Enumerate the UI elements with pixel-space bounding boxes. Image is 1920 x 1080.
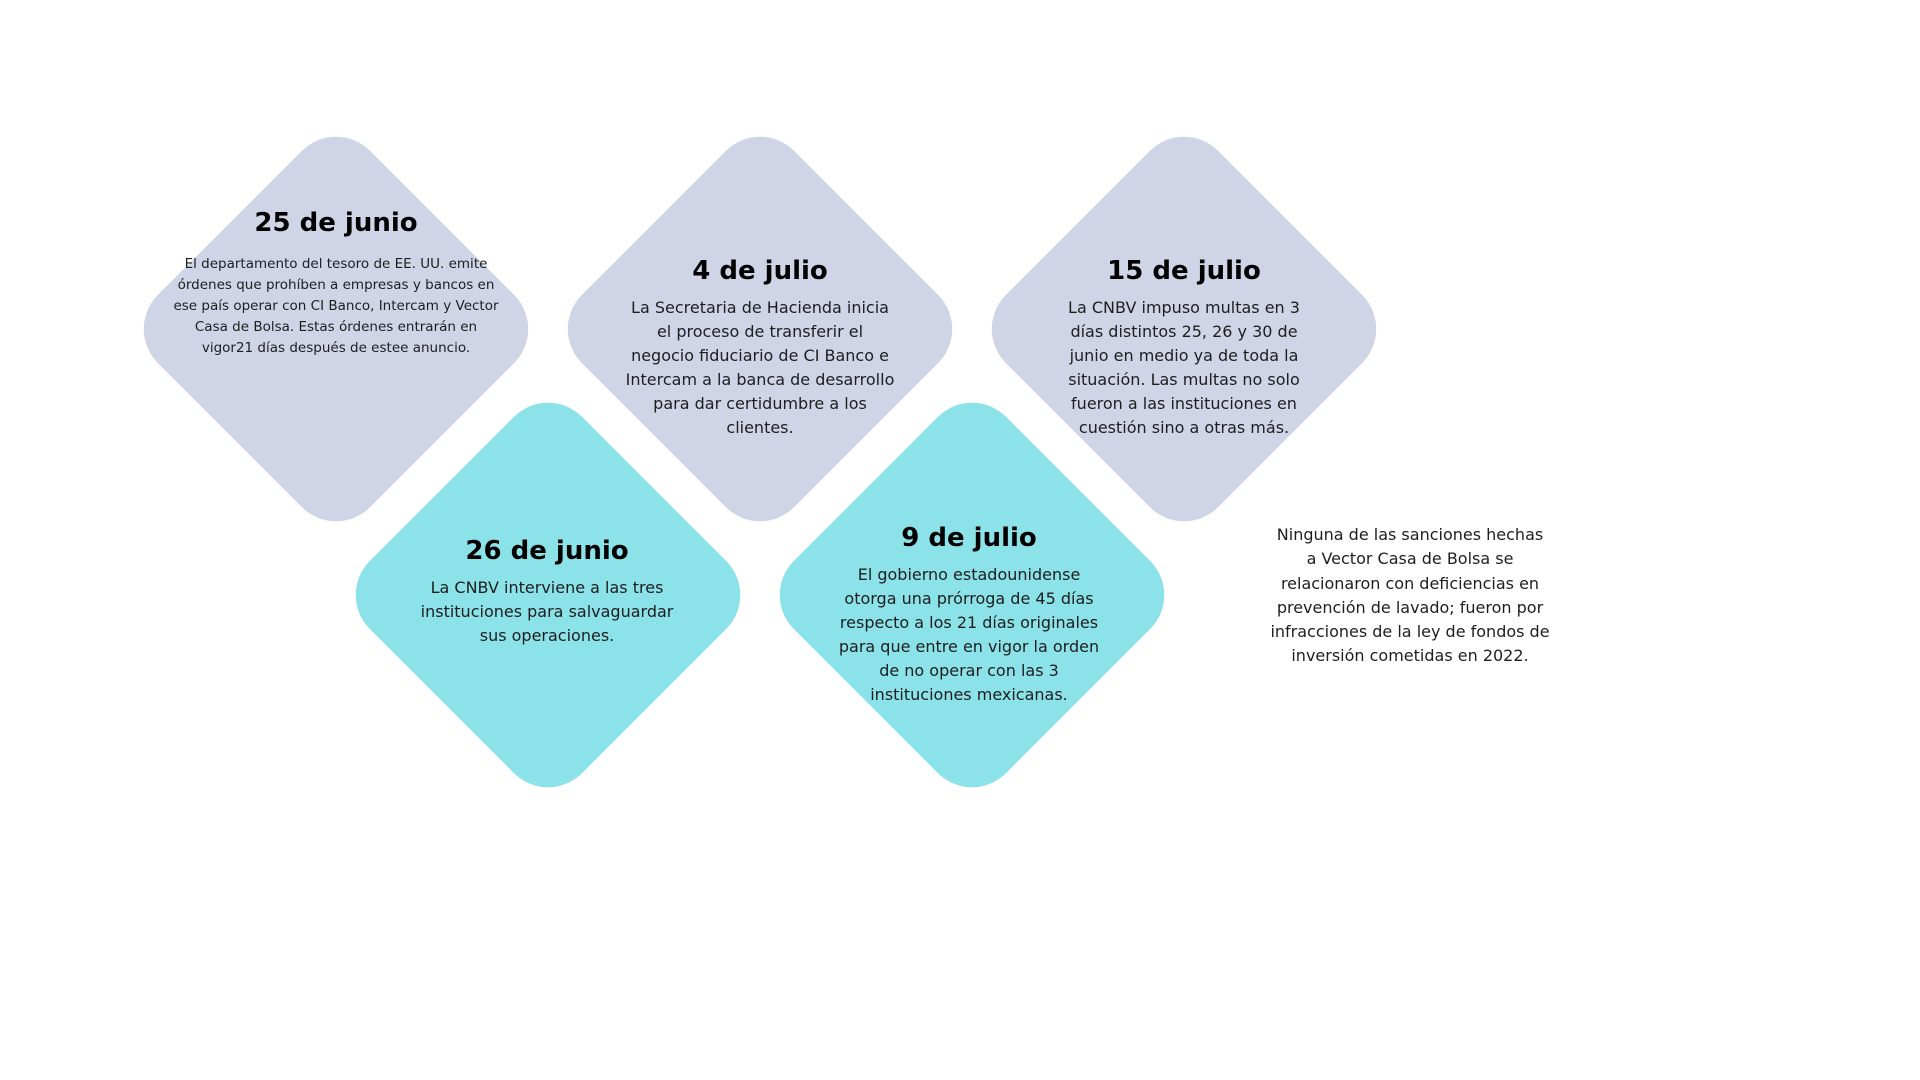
card-date: 9 de julio bbox=[901, 523, 1037, 553]
timeline-card-15-julio bbox=[1059, 256, 1309, 440]
timeline-card-25-junio bbox=[171, 208, 501, 359]
timeline-card-4-julio bbox=[625, 256, 895, 440]
side-note: Ninguna de las sanciones hechas a Vector Casa de Bolsa se relacionaron con deficiencias en prevención de lavado; fueron por infracciones de la ley de fondos de inversión cometidas en 2022. bbox=[1270, 525, 1550, 666]
card-description: El departamento del tesoro de EE. UU. emite órdenes que prohíben a empresas y bancos en ese país operar con CI Banco, Intercam y Vector Casa de Bolsa. Estas órdenes entrarán en vigor21 días después de estee anuncio. bbox=[173, 256, 499, 356]
timeline-card-9-julio bbox=[834, 523, 1104, 707]
card-description: El gobierno estadounidense otorga una prórroga de 45 días respecto a los 21 días originales para que entre en vigor la orden de no operar con las 3 instituciones mexicanas. bbox=[838, 565, 1100, 704]
card-date: 4 de julio bbox=[692, 256, 828, 286]
card-date: 15 de julio bbox=[1107, 256, 1261, 286]
card-date: 25 de junio bbox=[254, 208, 418, 238]
card-date: 26 de junio bbox=[465, 536, 629, 566]
card-description: La Secretaria de Hacienda inicia el proceso de transferir el negocio fiduciario de CI Banco e Intercam a la banca de desarrollo para dar certidumbre a los clientes. bbox=[625, 298, 895, 437]
timeline-card-26-junio bbox=[412, 536, 682, 648]
card-description: La CNBV interviene a las tres instituciones para salvaguardar sus operaciones. bbox=[420, 578, 674, 645]
card-description: La CNBV impuso multas en 3 días distintos 25, 26 y 30 de junio en medio ya de toda la situación. Las multas no solo fueron a las instituciones en cuestión sino a otras más. bbox=[1068, 298, 1300, 437]
